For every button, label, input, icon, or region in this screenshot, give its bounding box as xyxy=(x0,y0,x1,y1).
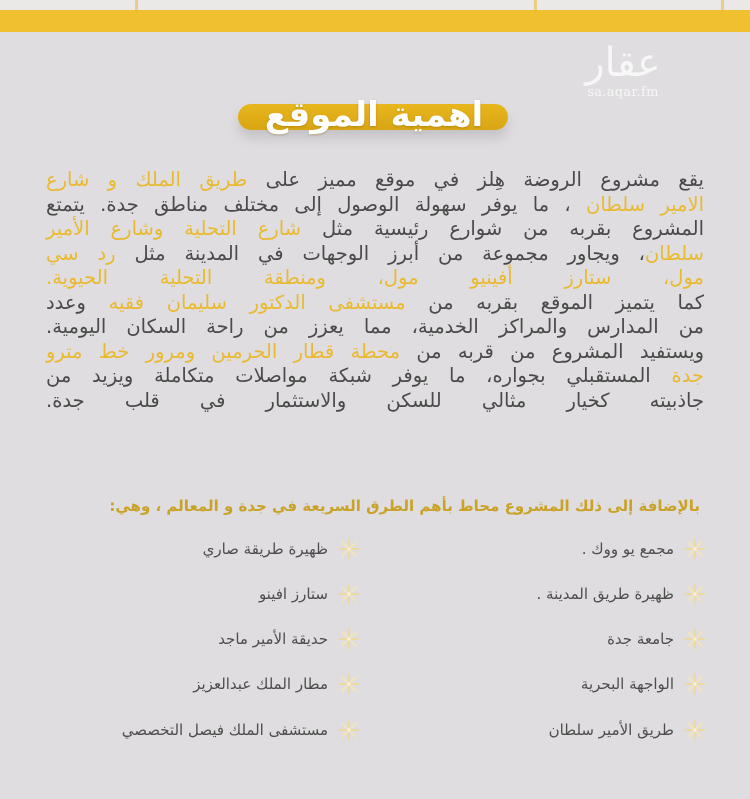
body-text: المشروع بقربه من شوارع رئيسية مثل xyxy=(301,217,704,240)
landmark-item xyxy=(259,579,362,609)
star-icon xyxy=(336,717,362,743)
watermark xyxy=(558,40,688,100)
strip-divider xyxy=(135,0,138,10)
paragraph-line xyxy=(46,340,704,365)
landmark-item xyxy=(218,624,362,654)
highlighted-text: محطة قطار الحرمين ومرور خط مترو xyxy=(46,339,401,363)
landmark-label: ظهيرة طريق المدينة . xyxy=(536,585,674,603)
paragraph-line xyxy=(46,315,704,340)
star-icon xyxy=(336,626,362,652)
landmarks-intro: بالإضافة إلى ذلك المشروع محاط بأهم الطرق السريعة في جدة و المعالم ، وهي: xyxy=(109,497,700,515)
body-text: ، ويجاور مجموعة من أبرز الوجهات في المدينة مثل xyxy=(115,241,645,265)
paragraph-line xyxy=(46,389,704,414)
paragraph-line xyxy=(46,168,704,193)
landmark-item xyxy=(581,669,708,699)
star-icon xyxy=(336,536,362,562)
body-text: وعدد xyxy=(46,290,109,314)
star-icon xyxy=(336,581,362,607)
landmark-label: مستشفى الملك فيصل التخصصي xyxy=(121,721,328,739)
landmark-label: جامعة جدة xyxy=(607,630,674,648)
paragraph-line xyxy=(46,193,704,218)
landmark-item xyxy=(193,669,362,699)
landmark-label: مجمع يو ووك . xyxy=(581,540,674,558)
highlighted-text: جدة xyxy=(671,364,704,387)
star-icon xyxy=(682,536,708,562)
star-icon xyxy=(682,626,708,652)
landmark-item xyxy=(122,715,362,745)
watermark-logo: عقار xyxy=(585,40,661,86)
star-icon xyxy=(682,671,708,697)
landmarks-list-right xyxy=(430,534,708,744)
watermark-url: sa.aqar.fm xyxy=(587,85,659,100)
landmark-label: الواجهة البحرية xyxy=(580,675,674,693)
landmark-label: حديقة الأمير ماجد xyxy=(218,630,328,648)
body-text: من المدارس والمراكز الخدمية، مما يعزز من راحة السكان اليومية. xyxy=(46,315,704,338)
landmark-label: مطار الملك عبدالعزيز xyxy=(193,675,328,693)
highlighted-text: رد سي xyxy=(46,241,116,265)
star-icon xyxy=(336,671,362,697)
paragraph-line xyxy=(46,291,704,316)
paragraph-line xyxy=(46,364,704,389)
landmark-label: طريق الأمير سلطان xyxy=(548,721,674,739)
body-text: المستقبلي بجواره، ما يوفر شبكة مواصلات متكاملة ويزيد من xyxy=(46,364,672,387)
landmark-item xyxy=(582,534,708,564)
highlighted-text: سلطان xyxy=(644,241,704,265)
landmark-item xyxy=(549,715,708,745)
highlighted-text: مول، ستارز أفينيو مول، ومنطقة التحلية الحيوية. xyxy=(46,266,704,289)
top-strip xyxy=(0,0,750,10)
body-text: ، ما يوفر سهولة الوصول إلى مختلف مناطق جدة. يتمتع xyxy=(46,192,587,216)
landmark-label: ستارز افينو xyxy=(258,585,328,603)
highlighted-text: مستشفى الدكتور سليمان فقيه xyxy=(108,290,406,314)
body-text: ويستفيد المشروع من قربه من xyxy=(400,339,704,363)
landmark-item xyxy=(203,534,362,564)
paragraph-line xyxy=(46,242,704,267)
landmarks-list-left xyxy=(100,534,362,744)
landmark-item xyxy=(536,579,708,609)
section-title xyxy=(236,90,512,146)
highlighted-text: الامير سلطان xyxy=(586,192,704,216)
page-title: اهمية الموقع xyxy=(264,95,484,135)
top-accent-bar xyxy=(0,10,750,32)
highlighted-text: شارع التحلية وشارع الأمير xyxy=(46,217,302,240)
paragraph-line xyxy=(46,217,704,242)
landmark-item xyxy=(607,624,708,654)
star-icon xyxy=(682,581,708,607)
star-icon xyxy=(682,717,708,743)
highlighted-text: طريق الملك و شارع xyxy=(46,168,248,191)
paragraph-line xyxy=(46,266,704,291)
strip-divider xyxy=(534,0,537,10)
location-description xyxy=(46,168,704,413)
landmark-label: ظهيرة طريقة صاري xyxy=(202,540,328,558)
strip-divider xyxy=(721,0,724,10)
body-text: كما يتميز الموقع بقربه من xyxy=(405,290,704,314)
body-text: جاذبيته كخيار مثالي للسكن والاستثمار في قلب جدة. xyxy=(46,388,704,412)
body-text: يقع مشروع الروضة هِلز في موقع مميز على xyxy=(247,168,704,191)
